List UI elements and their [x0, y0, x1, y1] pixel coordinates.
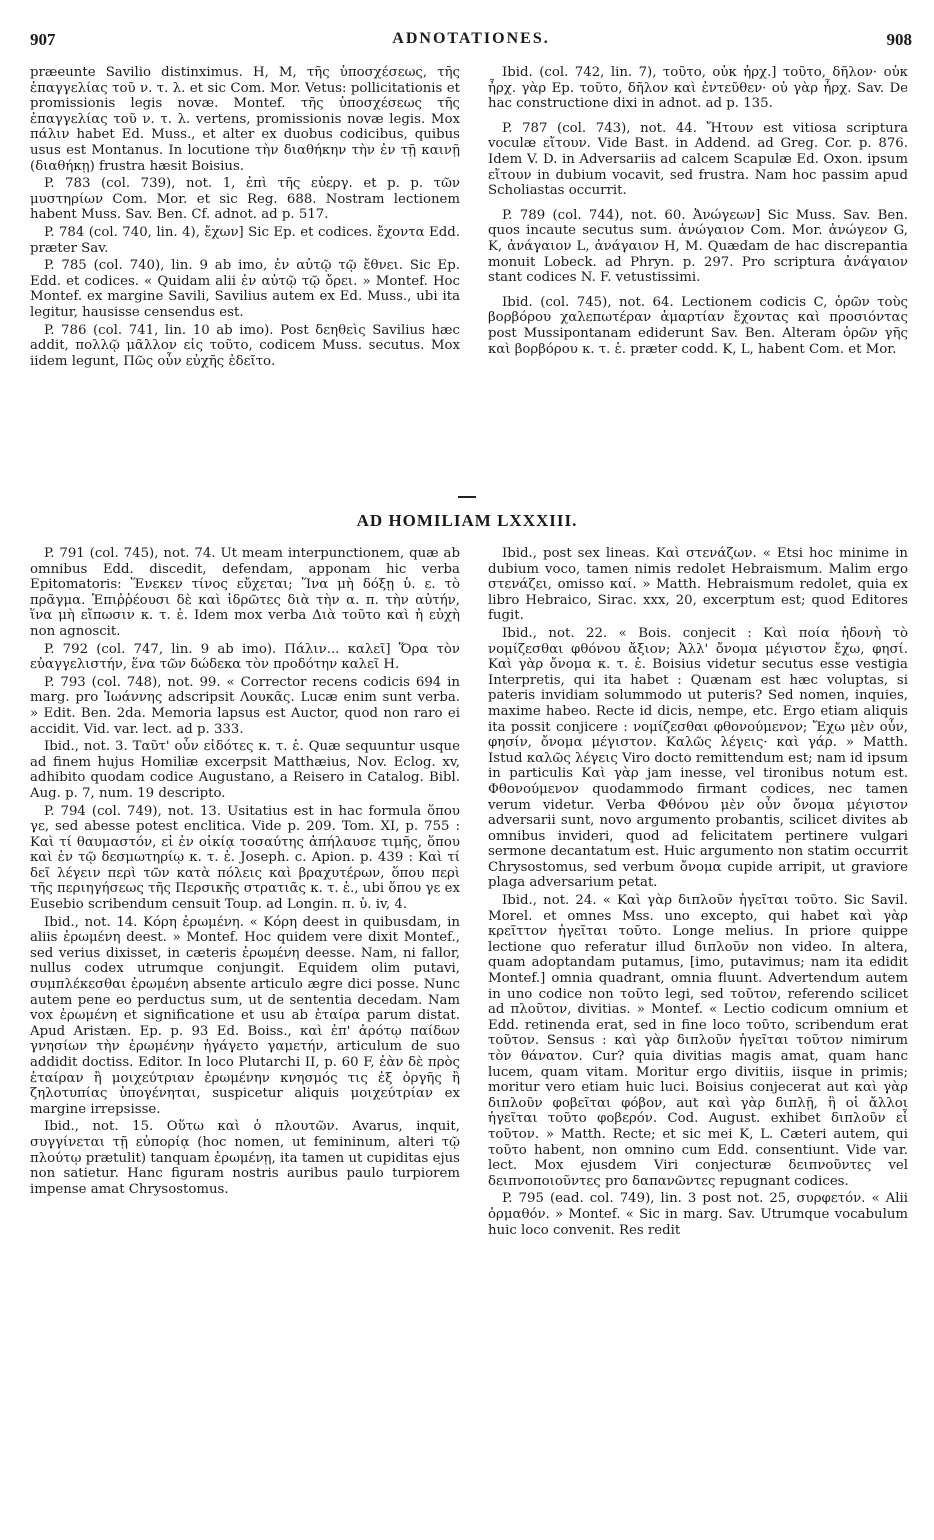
bottom-left-column [30, 546, 460, 1526]
annotation-paragraph: Ibid. (col. 745), not. 64. Lectionem codicis C, ὁρῶν τοὺς βορβόρου χαλεπωτέραν ἁμαρτίαν ἔχοντας καὶ προσιόντας post Mussipontanam ediderunt Sav. Ben. Alteram ὁρῶν γῆς καὶ βορβόρου κ. τ. ἑ. præter codd. K, L, habent Com. et Mor. [488, 294, 908, 357]
section-divider [458, 496, 476, 498]
annotation-paragraph: Ibid., not. 15. Οὕτω καὶ ὁ πλουτῶν. Avarus, inquit, συγγίνεται τῇ εὐπορίᾳ (hoc nomen, ut femininum, alteri τῷ πλούτῳ prætulit) tanquam ἐρωμένῃ, ita tamen ut cupiditas ejus non satietur. Hanc figuram nostris auribus paulo turpiorem impense amat Chrysostomus. [30, 1119, 460, 1197]
annotation-paragraph: Ibid., not. 14. Κόρη ἐρωμένη. « Κόρη deest in quibusdam, in aliis ἐρωμένη deest. » Montef. Hoc quidem vere dixit Montef., sed verius dixisset, in cæteris ἐρωμένη deesse. Nam, ni fallor, nullus codex utrumque conjungit. Equidem olim putavi, συμπλέκεσθαι ἐρωμένη absente articulo ægre dici posse. Nunc autem pene eo perductus sum, ut de sententia decedam. Nam vox ἐρωμένη et significatione et usu ab ἑταίρα parum distat. Apud Aristæn. Ep. p. 93 Ed. Boiss., καὶ ἐπ' ἀρότῳ παίδων γνησίων τὴν ἐρωμένην ἠγάγετο γαμετήν, articulum de suo addidit doctiss. Editor. In loco Plutarchi II, p. 60 F, ἐὰν δὲ πρὸς ἑταίραν ἢ μοιχεύτριαν ἐρωμένην κνησμός τις ἐξ ὀργῆς ἢ ζηλοτυπίας ὑπογένηται, suspicetur aliquis μοιχεύτρίαν ex margine irrepsisse. [30, 914, 460, 1117]
annotation-paragraph: P. 794 (col. 749), not. 13. Usitatius est in hac formula ὅπου γε, sed abesse potest enclitica. Vide p. 209. Tom. XI, p. 755 : Καὶ τί θαυμαστόν, εἰ ἐν οἰκίᾳ τοσαύτης ἀπήλαυσε τιμῆς, ὅπου καὶ ἐν τῷ δεσμωτηρίῳ κ. τ. ἑ. Joseph. c. Apion. p. 439 : Καὶ τί δεῖ λέγειν περὶ τῶν κατὰ πόλεις καὶ βραχυτέρων, ὅπου περὶ τῆς περιηγήσεως τῆς Περσικῆς στρατιᾶς κ. τ. ἑ., ubi ὅπου γε ex Eusebio scribendum censuit Toup. ad Longin. π. ὑ. iv, 4. [30, 803, 460, 913]
annotation-paragraph: Ibid., not. 3. Ταῦτ' οὖν εἰδότες κ. τ. ἑ. Quæ sequuntur usque ad finem hujus Homiliæ excerpsit Matthæius, Nov. Eclog. xv, adhibito quodam codice Augustano, a Reisero in Catalog. Bibl. Aug. p. 7, num. 19 descripto. [30, 739, 460, 801]
annotation-paragraph: P. 785 (col. 740), lin. 9 ab imo, ἐν αὐτῷ τῷ ἔθνει. Sic Ep. Edd. et codices. « Quidam alii ἐν αὐτῷ τῷ ὄρει. » Montef. Hoc Montef. ex margine Savili, Savilius autem ex Ed. Muss., ubi ita legitur, hausisse censendus est. [30, 258, 460, 320]
annotation-paragraph: Ibid. (col. 742, lin. 7), τοῦτο, οὐκ ἦρχ.] τοῦτο, δῆλον· οὐκ ἦρχ. γὰρ Ep. τοῦτο, δῆλον καὶ ἐντεῦθεν· οὐ γὰρ ἦρχ. Sav. De hac constructione dixi in adnot. ad p. 135. [488, 65, 908, 112]
annotation-paragraph: P. 784 (col. 740, lin. 4), ἔχων] Sic Ep. et codices. ἔχοντα Edd. præter Sav. [30, 224, 460, 256]
annotation-paragraph: præeunte Savilio distinximus. H, M, τῆς ὑποσχέσεως, τῆς ἐπαγγελίας τοῦ ν. τ. λ. et sic Com. Mor. Vetus: pollicitationis et promissionis legis novæ. Montef. τῆς ὑποσχέσεως τῆς ἐπαγγελίας τοῦ ν. τ. λ. vertens, promissionis novæ legis. Mox πάλιν habet Ed. Muss., et alter ex duobus codicibus, quibus usus est Montanus. In locutione τὴν διαθήκην τὴν ἐν τῇ καινῇ (διαθήκῃ) frustra hæsit Boisius. [30, 65, 460, 174]
running-header [30, 30, 912, 56]
bottom-right-column [488, 546, 908, 1526]
top-left-column [30, 65, 460, 493]
section-heading: AD HOMILIAM LXXXIII. [356, 511, 578, 530]
annotation-paragraph: Ibid., not. 24. « Καὶ γὰρ διπλοῦν ἡγεῖται τοῦτο. Sic Savil. Morel. et omnes Mss. uno excepto, qui habet καὶ γὰρ κρεῖττον ἡγεῖται τοῦτο. Longe melius. In priore quippe lectione quo referatur illud διπλοῦν non video. In altera, quam adoptandam putamus, [imo, putavimus; nam ita edidit Montef.] omnia quadrant, omnia fluunt. Advertendum autem in uno codice non τοῦτο legi, sed τοῦτον, referendo scilicet ad πλοῦτον, divitias. » Montef. « Lectio codicum omnium et Edd. retinenda erat, sed in fine loco τοῦτο, scribendum erat τοῦτον. Sensus : καὶ γὰρ διπλοῦν ἡγεῖται τοῦτον nimirum τὸν θάνατον. Cur? quia divitias magis amat, quam hanc lucem, quam vitam. Moritur ergo divitiis, iisque in primis; moritur vero etiam huic luci. Boisius conjecerat aut καὶ γὰρ διπλοῦν φοβεῖται φόβον, aut καὶ γὰρ διπλῇ, ἣ οἱ ἄλλοι ἡγεῖται τοῦτο φοβερόν. Cod. August. exhibet διπλοῦν εἶ τοῦτον. » Matth. Recte; et sic mei K, L. Cæteri autem, qui τοῦτο habent, non omnino cum Edd. consentiunt. Vide var. lect. Mox ejusdem Viri conjecturæ δειπνοῦντες vel δειπνοποιοῦντες pro δαπανῶντες repugnant codices. [488, 893, 908, 1189]
annotation-paragraph: P. 783 (col. 739), not. 1, ἐπὶ τῆς εὐεργ. et p. p. τῶν μυστηρίων Com. Mor. et sic Reg. 688. Nostram lectionem habent Muss. Sav. Ben. Cf. adnot. ad p. 517. [30, 176, 460, 223]
annotation-paragraph: P. 792 (col. 747, lin. 9 ab imo). Πάλιν... καλεῖ] Ὅρα τὸν εὐαγγελιστήν, ἕνα τῶν δώδεκα τὸν προδότην καλεῖ H. [30, 641, 460, 673]
annotation-paragraph: P. 786 (col. 741, lin. 10 ab imo). Post δεηθεὶς Savilius hæc addit, πολλῷ μᾶλλον εἰς τοῦτο, codicem Muss. secutus. Mox iidem legunt, Πῶς οὖν εὐχῆς ἐδεῖτο. [30, 322, 460, 369]
annotation-paragraph: P. 787 (col. 743), not. 44. Ἤτουν est vitiosa scriptura voculæ εἴτουν. Vide Bast. in Addend. ad Greg. Cor. p. 876. Idem V. D. in Adversariis ad calcem Scapulæ Ed. Oxon. ipsum εἴτουν in dubium vocavit, sed frustra. Nam hoc passim apud Scholiastas occurrit. [488, 120, 908, 199]
annotation-paragraph: Ibid., post sex lineas. Καὶ στενάζων. « Etsi hoc minime in dubium voco, tamen nimis redolet Hebraismum. Malim ergo στενάζει, omisso καί. » Matth. Hebraismum redolet, quia ex libro Hebraico, Sirac. xxx, 20, excerptum est; quod Editores fugit. [488, 546, 908, 624]
page-number-right: 908 [886, 30, 912, 49]
running-title: ADNOTATIONES. [392, 30, 550, 47]
annotation-paragraph: P. 789 (col. 744), not. 60. Ἀνώγεων] Sic Muss. Sav. Ben. quos incaute secutus sum. ἀνώγαιον Com. Mor. ἀνώγεον G, K, ἀνάγαιον L, ἀνάγαιον H, M. Quædam de hac discrepantia monuit Lobeck. ad Phryn. p. 297. Pro scriptura ἀνάγαιον stant codices N. F. vetustissimi. [488, 207, 908, 286]
annotation-paragraph: P. 793 (col. 748), not. 99. « Corrector recens codicis 694 in marg. pro Ἰωάννης adscripsit Λουκᾶς. Lucæ enim sunt verba. » Edit. Ben. 2da. Memoria lapsus est Auctor, quod non raro ei accidit. Vid. var. lect. ad p. 333. [30, 674, 460, 737]
annotation-paragraph: P. 791 (col. 745), not. 74. Ut meam interpunctionem, quæ ab omnibus Edd. discedit, defendam, apponam hic verba Epitomatoris: Ἕνεκεν τίνος εὔχεται; Ἵνα μὴ δόξῃ ὑ. ε. τὸ πρᾶγμα. Ἐπιῤῥέουσι δὲ καὶ ἱδρῶτες διὰ τὴν α. π. τὴν αὐτήν, ἵνα μὴ εἴπωσιν κ. τ. ἑ. Idem mox verba Διὰ τοῦτο καὶ ἡ εὐχὴ non agnoscit. [30, 546, 460, 639]
annotation-paragraph: P. 795 (ead. col. 749), lin. 3 post not. 25, συρφετόν. « Alii ὁρμαθόν. » Montef. « Sic in marg. Sav. Utrumque vocabulum huic loco convenit. Res redit [488, 1191, 908, 1238]
page-number-left: 907 [30, 30, 56, 49]
top-right-column [488, 65, 908, 505]
annotation-paragraph: Ibid., not. 22. « Bois. conjecit : Καὶ ποία ἡδονὴ τὸ νομίζεσθαι φθόνου ἄξιον; Ἀλλ' ὄνομα μέγιστον ἔχω, φησί. Καὶ γὰρ ὄνομα κ. τ. ἑ. Boisius videtur secutus esse vestigia Interpretis, qui ita habet : Quænam est hæc voluptas, si pateris invidiam solummodo ut puteris? Sed nomen, inquies, maxime habeo. Recte id dicis, nempe, etc. Ergo etiam aliquis ita possit conjicere : νομίζεσθαι φθονούμενον; Ἔχω μὲν οὖν, φησίν, ὄνομα μέγιστον. Καλῶς λέγεις· καὶ γάρ. » Matth. Istud καλῶς λέγεις Viro docto remittendum est; nam id ipsum in particulis Καὶ γὰρ jam inesse, vel tironibus notum est. Φθονούμενον quodammodo firmant codices, nec tamen verum videtur. Verba Φθόνου μὲν οὖν ὄνομα μέγιστον adversarii sunt, novo argumento probantis, scilicet divites ab omnibus invideri, quod ad felicitatem pertinere vulgari sermone decantatum est. Huic argumento non statim occurrit Chrysostomus, sed verbum ὄνομα cupide arripit, ut graviore plaga adversarium petat. [488, 625, 908, 891]
